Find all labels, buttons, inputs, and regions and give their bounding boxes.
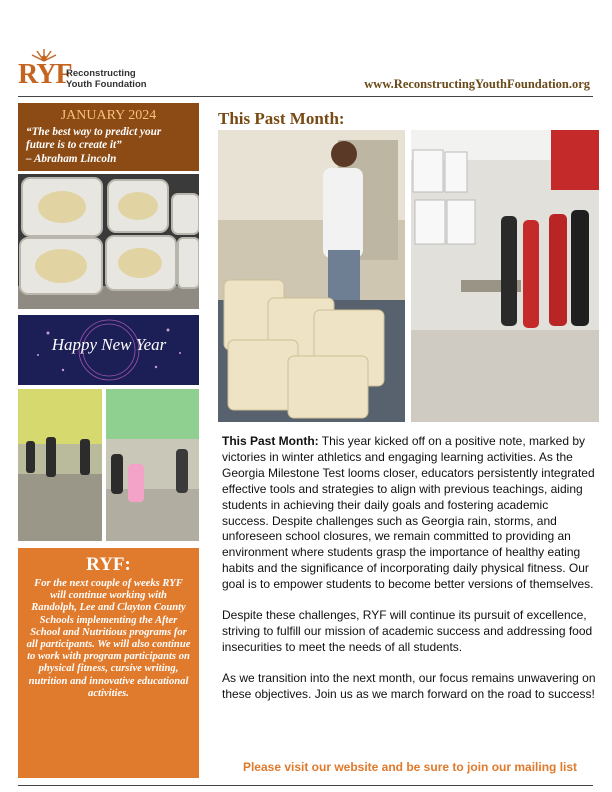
students-hallway-photo-2 bbox=[106, 389, 199, 541]
lead-label: This Past Month: bbox=[222, 434, 319, 448]
volunteer-meal-bags-photo bbox=[218, 130, 405, 422]
students-hallway-photo-1 bbox=[18, 389, 102, 541]
article-body bbox=[222, 434, 598, 718]
quote-box bbox=[18, 103, 199, 171]
logo-org-name bbox=[66, 68, 147, 90]
paragraph-1-text: This year kicked off on a positive note, marked by victories in winter athletics and engaging learning activities. As the Georgia Milestone Test looms closer, educators persistently integrated effective tools and strategies to align with previous teachings, aiding students in achieving their daily goals and fostering academic success. Despite challenges such as Georgia rain, storms, and unforeseen school closures, we remain committed to providing an environment where students grasp the importance of healthy eating habits and the significance of incorporating daily physical fitness. Our goal is to empower students to become better versions of themselves. bbox=[222, 434, 595, 592]
logo-line1: Reconstructing bbox=[66, 68, 136, 79]
logo-line2: Youth Foundation bbox=[66, 79, 147, 90]
paragraph-1 bbox=[222, 434, 598, 593]
ryf-box-title: RYF: bbox=[86, 554, 131, 575]
ryf-box-text: For the next couple of weeks RYF will continue working with Randolph, Lee and Clayton County Schools implementing the After School and Nutritious programs for all participants. We will also continue to work with program participants on physical fitness, cursive writing, nutrition and innovative educational activities. bbox=[26, 578, 191, 699]
quote-author: – Abraham Lincoln bbox=[26, 153, 117, 165]
logo-letters: RYF bbox=[18, 59, 72, 90]
ryf-update-box bbox=[18, 548, 199, 778]
website-link[interactable]: www.ReconstructingYouthFoundation.org bbox=[364, 77, 590, 91]
meal-containers-photo bbox=[18, 174, 199, 309]
header-divider bbox=[18, 96, 593, 97]
quote-text: “The best way to predict your future is to create it” bbox=[26, 126, 162, 151]
paragraph-2: Despite these challenges, RYF will continue its pursuit of excellence, striving to fulfill our mission of academic success and addressing food insecurities to meet the needs of all students. bbox=[222, 608, 593, 654]
issue-month: JANUARY 2024 bbox=[60, 108, 157, 123]
banner-text: Happy New Year bbox=[51, 335, 167, 354]
students-cafeteria-photo bbox=[411, 130, 599, 422]
footer-divider bbox=[18, 785, 593, 786]
ryf-logo[interactable] bbox=[18, 48, 148, 92]
mailing-list-cta[interactable]: Please visit our website and be sure to join our mailing list bbox=[242, 760, 578, 774]
section-title: This Past Month: bbox=[218, 109, 345, 128]
paragraph-3: As we transition into the next month, our focus remains unwavering on these objectives. Join us as we march forward on the road to success! bbox=[222, 670, 596, 701]
happy-new-year-banner bbox=[18, 315, 199, 385]
